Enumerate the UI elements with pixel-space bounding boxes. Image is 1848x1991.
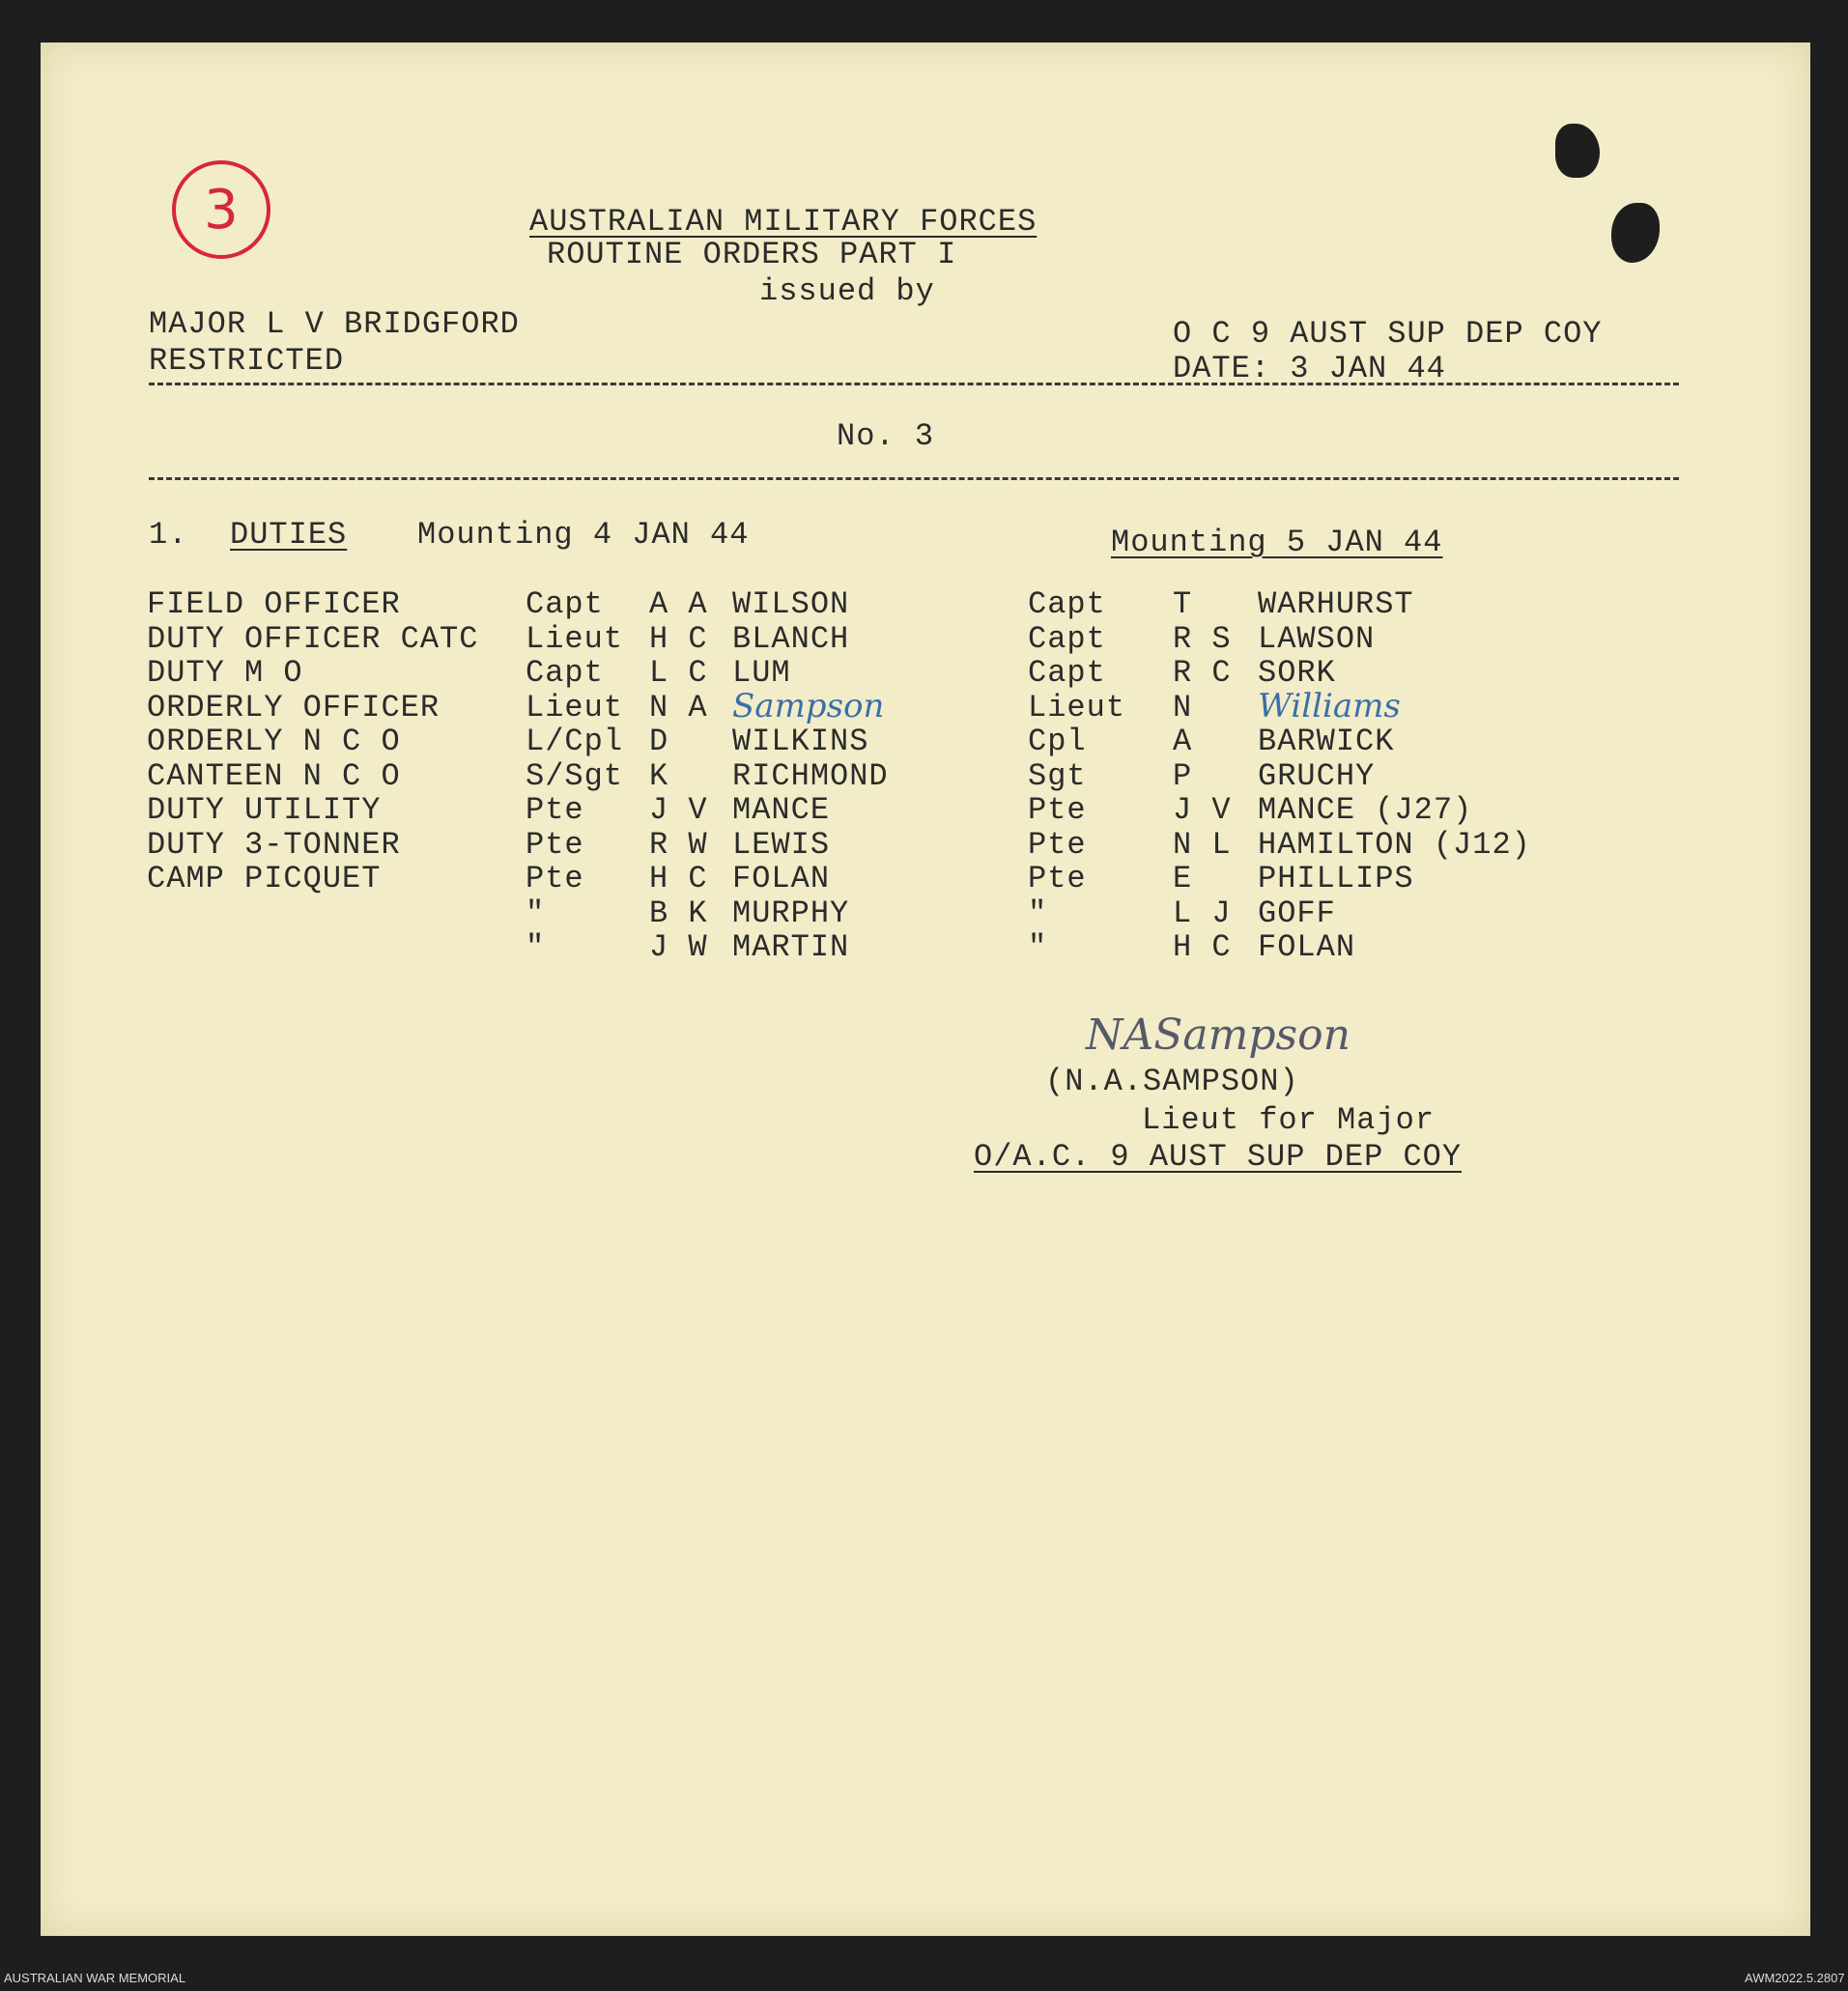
- duty-name-a: MURPHY: [732, 895, 850, 931]
- duty-rank-a: Pte: [526, 792, 584, 828]
- duty-init-b: E: [1173, 861, 1193, 896]
- duty-rank-a: Pte: [526, 861, 584, 896]
- duty-name-b: BARWICK: [1258, 724, 1395, 759]
- duty-name-a: LUM: [732, 655, 791, 691]
- duty-name-b: Williams: [1258, 686, 1401, 725]
- duty-rank-a: ": [526, 895, 546, 931]
- issuer: MAJOR L V BRIDGFORD: [149, 306, 520, 342]
- duty-name-b: LAWSON: [1258, 620, 1376, 657]
- duty-init-b: T: [1173, 586, 1193, 622]
- duty-rank-b: Lieut: [1028, 689, 1126, 725]
- duty-role: CAMP PICQUET: [147, 861, 382, 896]
- duty-rank-a: S/Sgt: [526, 757, 624, 794]
- duty-init-a: L C: [649, 655, 708, 691]
- signatory-unit: O/A.C. 9 AUST SUP DEP COY: [974, 1139, 1463, 1175]
- duty-name-a: WILSON: [732, 586, 850, 622]
- signatory-rank: Lieut for Major: [1142, 1102, 1436, 1138]
- order-date: DATE: 3 JAN 44: [1173, 351, 1446, 386]
- duty-role: FIELD OFFICER: [147, 586, 401, 622]
- divider-rule: [149, 477, 1679, 480]
- duty-rank-a: Capt: [526, 655, 604, 691]
- duty-name-b: WARHURST: [1258, 586, 1414, 622]
- classification: RESTRICTED: [149, 343, 345, 379]
- duty-init-a: D: [649, 724, 669, 759]
- duty-rank-b: Cpl: [1028, 724, 1087, 759]
- circled-number-stamp: 3: [172, 160, 270, 259]
- duty-init-b: H C: [1173, 929, 1232, 965]
- duty-role: DUTY OFFICER CATC: [147, 620, 479, 657]
- duty-name-a: MANCE: [732, 792, 831, 828]
- duty-name-b: GOFF: [1258, 895, 1336, 931]
- unit-header: O C 9 AUST SUP DEP COY: [1173, 316, 1603, 352]
- duty-rank-b: Pte: [1028, 826, 1087, 863]
- duty-name-b: MANCE (J27): [1258, 792, 1473, 828]
- archive-footer-right: AWM2022.5.2807: [1745, 1971, 1845, 1985]
- duty-name-b: SORK: [1258, 655, 1336, 691]
- duty-rank-b: Sgt: [1028, 757, 1087, 794]
- divider-rule: [149, 383, 1679, 385]
- duty-rank-b: Capt: [1028, 620, 1106, 657]
- signature-scrawl: NASampson: [1086, 1010, 1350, 1060]
- duty-rank-a: Pte: [526, 826, 584, 863]
- document-subtitle: ROUTINE ORDERS PART I: [547, 237, 957, 272]
- duty-rank-a: ": [526, 929, 546, 965]
- duty-name-b: HAMILTON (J12): [1258, 826, 1531, 863]
- duty-init-a: N A: [649, 689, 708, 725]
- duty-rank-b: Capt: [1028, 586, 1106, 622]
- duty-name-b: GRUCHY: [1258, 757, 1376, 794]
- duty-init-b: N: [1173, 689, 1193, 725]
- duty-rank-a: Lieut: [526, 620, 624, 657]
- section-title: DUTIES: [230, 517, 348, 553]
- duty-name-a: RICHMOND: [732, 757, 889, 794]
- duty-name-a: BLANCH: [732, 620, 850, 657]
- duty-name-a: Sampson: [732, 686, 885, 725]
- duty-rank-a: Capt: [526, 586, 604, 622]
- duty-init-a: B K: [649, 895, 708, 931]
- duty-role: ORDERLY OFFICER: [147, 689, 441, 725]
- duty-init-b: R S: [1173, 620, 1232, 657]
- duty-name-b: PHILLIPS: [1258, 861, 1414, 896]
- document-title: AUSTRALIAN MILITARY FORCES: [529, 204, 1038, 240]
- duty-role: DUTY 3-TONNER: [147, 826, 401, 863]
- duty-name-a: WILKINS: [732, 724, 869, 759]
- signatory-name: (N.A.SAMPSON): [1045, 1064, 1299, 1099]
- duty-role: CANTEEN N C O: [147, 757, 401, 794]
- duty-rank-b: Pte: [1028, 861, 1087, 896]
- section-number: 1.: [149, 517, 188, 553]
- duty-init-a: J W: [649, 929, 708, 965]
- duty-role: ORDERLY N C O: [147, 724, 401, 759]
- mounting-date-b: Mounting 5 JAN 44: [1111, 525, 1443, 560]
- duty-rank-b: ": [1028, 929, 1048, 965]
- duty-name-a: FOLAN: [732, 861, 831, 896]
- duty-init-b: A: [1173, 724, 1193, 759]
- duty-init-a: R W: [649, 826, 708, 863]
- duty-name-a: MARTIN: [732, 929, 850, 965]
- duty-name-b: FOLAN: [1258, 929, 1356, 965]
- duty-init-a: H C: [649, 620, 708, 657]
- order-number: No. 3: [837, 418, 935, 454]
- duty-init-a: K: [649, 757, 669, 794]
- duty-rank-a: Lieut: [526, 689, 624, 725]
- duty-role: DUTY UTILITY: [147, 792, 382, 828]
- duty-init-b: J V: [1173, 792, 1232, 828]
- duty-name-a: LEWIS: [732, 826, 831, 863]
- mounting-date-a: Mounting 4 JAN 44: [417, 517, 750, 553]
- duty-init-b: P: [1173, 757, 1193, 794]
- issued-by-label: issued by: [759, 273, 935, 309]
- duty-init-a: J V: [649, 792, 708, 828]
- duty-rank-a: L/Cpl: [526, 724, 624, 759]
- archive-footer-left: AUSTRALIAN WAR MEMORIAL: [4, 1971, 186, 1985]
- duty-init-a: A A: [649, 586, 708, 622]
- duty-init-b: N L: [1173, 826, 1232, 863]
- duty-init-a: H C: [649, 861, 708, 896]
- duty-init-b: L J: [1173, 895, 1232, 931]
- duty-rank-b: Capt: [1028, 655, 1106, 691]
- duty-init-b: R C: [1173, 655, 1232, 691]
- duty-role: DUTY M O: [147, 655, 303, 691]
- duty-rank-b: Pte: [1028, 792, 1087, 828]
- duty-rank-b: ": [1028, 895, 1048, 931]
